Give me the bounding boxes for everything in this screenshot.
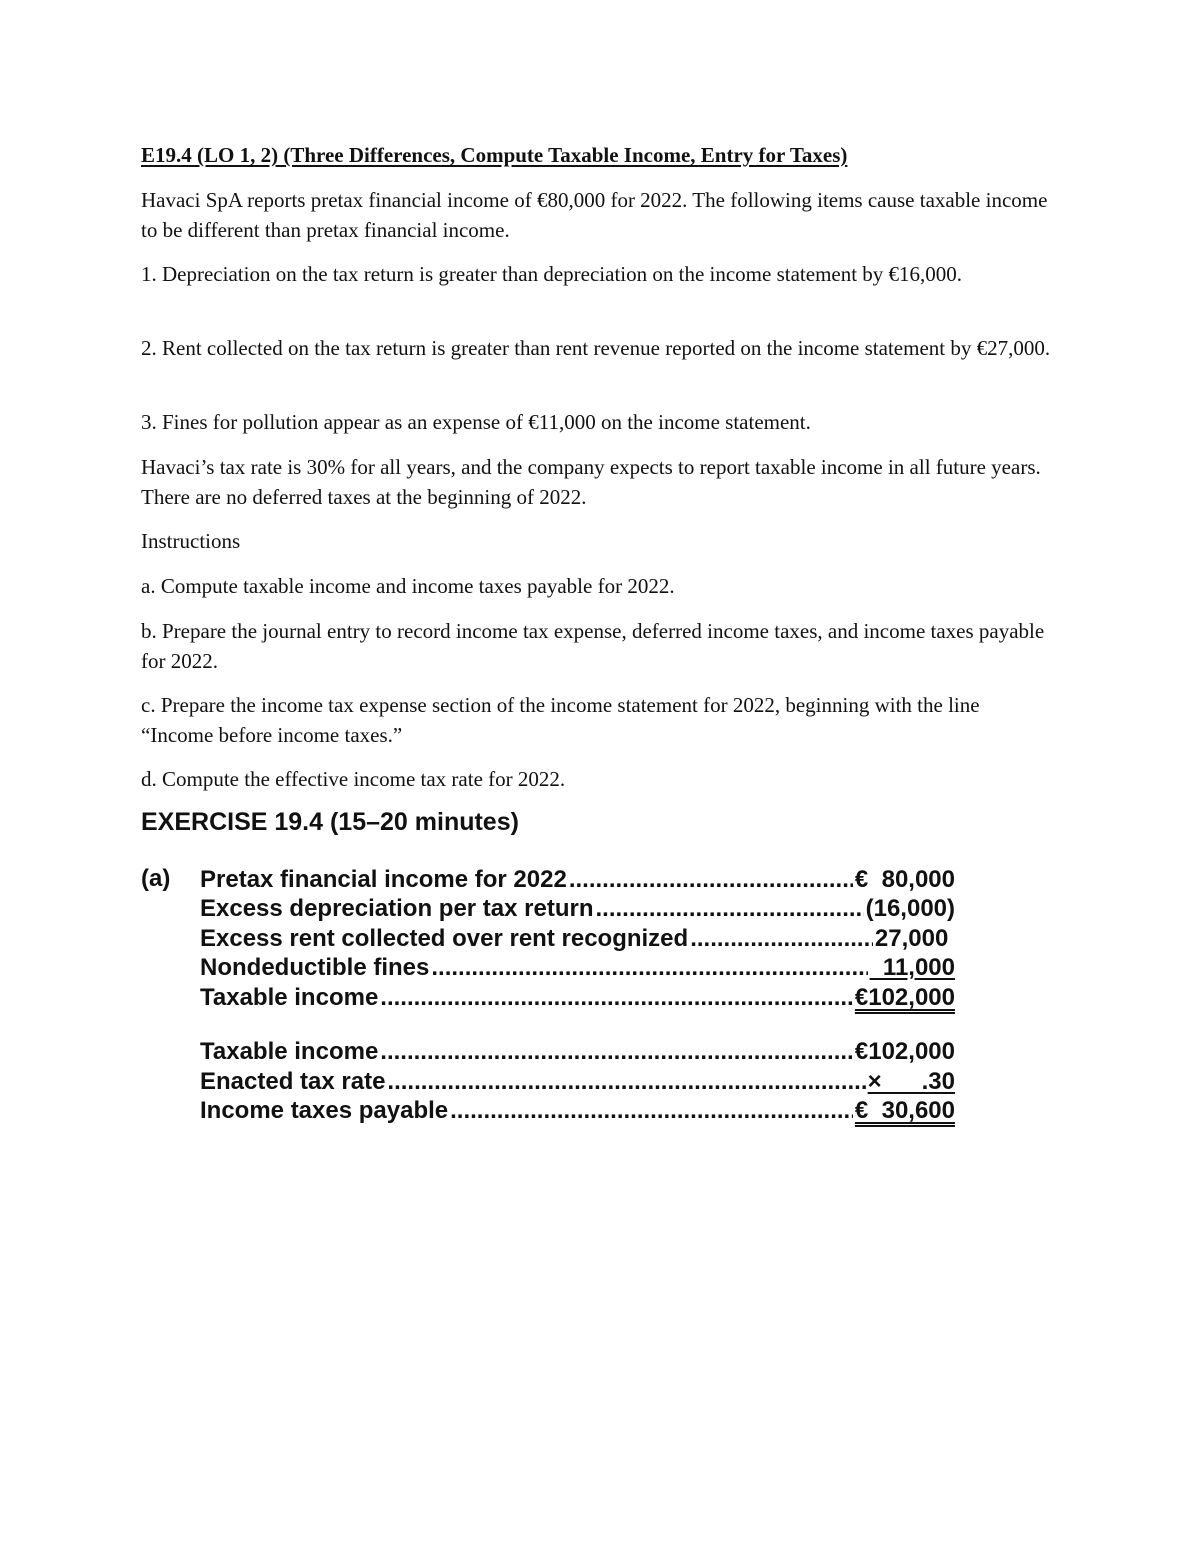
instruction-b: b. Prepare the journal entry to record income tax expense, deferred income taxes, and income taxes payable for 2022. <box>141 619 1045 673</box>
row-excess-depreciation <box>200 894 955 924</box>
row-nondeductible-fines <box>200 953 955 983</box>
row-income-taxes-payable <box>200 1096 955 1126</box>
row-value: € 80,000 <box>854 866 955 893</box>
row-enacted-tax-rate <box>200 1067 955 1097</box>
row-taxable-income <box>200 1037 955 1067</box>
row-taxable-income-total <box>200 983 955 1013</box>
item-1: 1. Depreciation on the tax return is greater than depreciation on the income statement by €16,000. <box>141 262 963 286</box>
row-label: Excess rent collected over rent recognized <box>200 925 689 952</box>
row-value: €102,000 <box>854 1038 955 1065</box>
row-value: €102,000 <box>854 984 955 1011</box>
instruction-c: c. Prepare the income tax expense section of the income statement for 2022, beginning with the line “Income before income taxes.” <box>141 693 980 747</box>
item-2: 2. Rent collected on the tax return is greater than rent revenue reported on the income statement by €27,000. <box>141 336 1051 360</box>
row-label: Taxable income <box>200 1038 379 1065</box>
instruction-d: d. Compute the effective income tax rate for 2022. <box>141 767 566 791</box>
part-a-label: (a) <box>141 865 171 892</box>
row-value: 27,000 <box>874 925 955 952</box>
row-value: 11,000 <box>869 954 955 981</box>
instruction-a: a. Compute taxable income and income taxes payable for 2022. <box>141 574 675 598</box>
row-label: Income taxes payable <box>200 1097 449 1124</box>
row-value: × .30 <box>867 1068 955 1095</box>
row-label: Excess depreciation per tax return <box>200 895 594 922</box>
row-pretax-income <box>200 865 955 895</box>
row-value: (16,000) <box>865 895 955 922</box>
exercise-title: EXERCISE 19.4 (15–20 minutes) <box>141 808 519 836</box>
problem-heading: E19.4 (LO 1, 2) (Three Differences, Compute Taxable Income, Entry for Taxes) <box>141 143 848 167</box>
intro-paragraph: Havaci SpA reports pretax financial income of €80,000 for 2022. The following items cause taxable income to be different than pretax financial income. <box>141 188 1048 242</box>
row-excess-rent <box>200 924 955 954</box>
row-label: Enacted tax rate <box>200 1068 386 1095</box>
instructions-label: Instructions <box>141 529 241 553</box>
row-label: Pretax financial income for 2022 <box>200 866 567 893</box>
row-value: € 30,600 <box>854 1097 955 1124</box>
item-3: 3. Fines for pollution appear as an expense of €11,000 on the income statement. <box>141 410 811 434</box>
row-label: Taxable income <box>200 984 379 1011</box>
row-label: Nondeductible fines <box>200 954 430 981</box>
tax-note: Havaci’s tax rate is 30% for all years, and the company expects to report taxable income in all future years. There are no deferred taxes at the beginning of 2022. <box>141 455 1041 509</box>
